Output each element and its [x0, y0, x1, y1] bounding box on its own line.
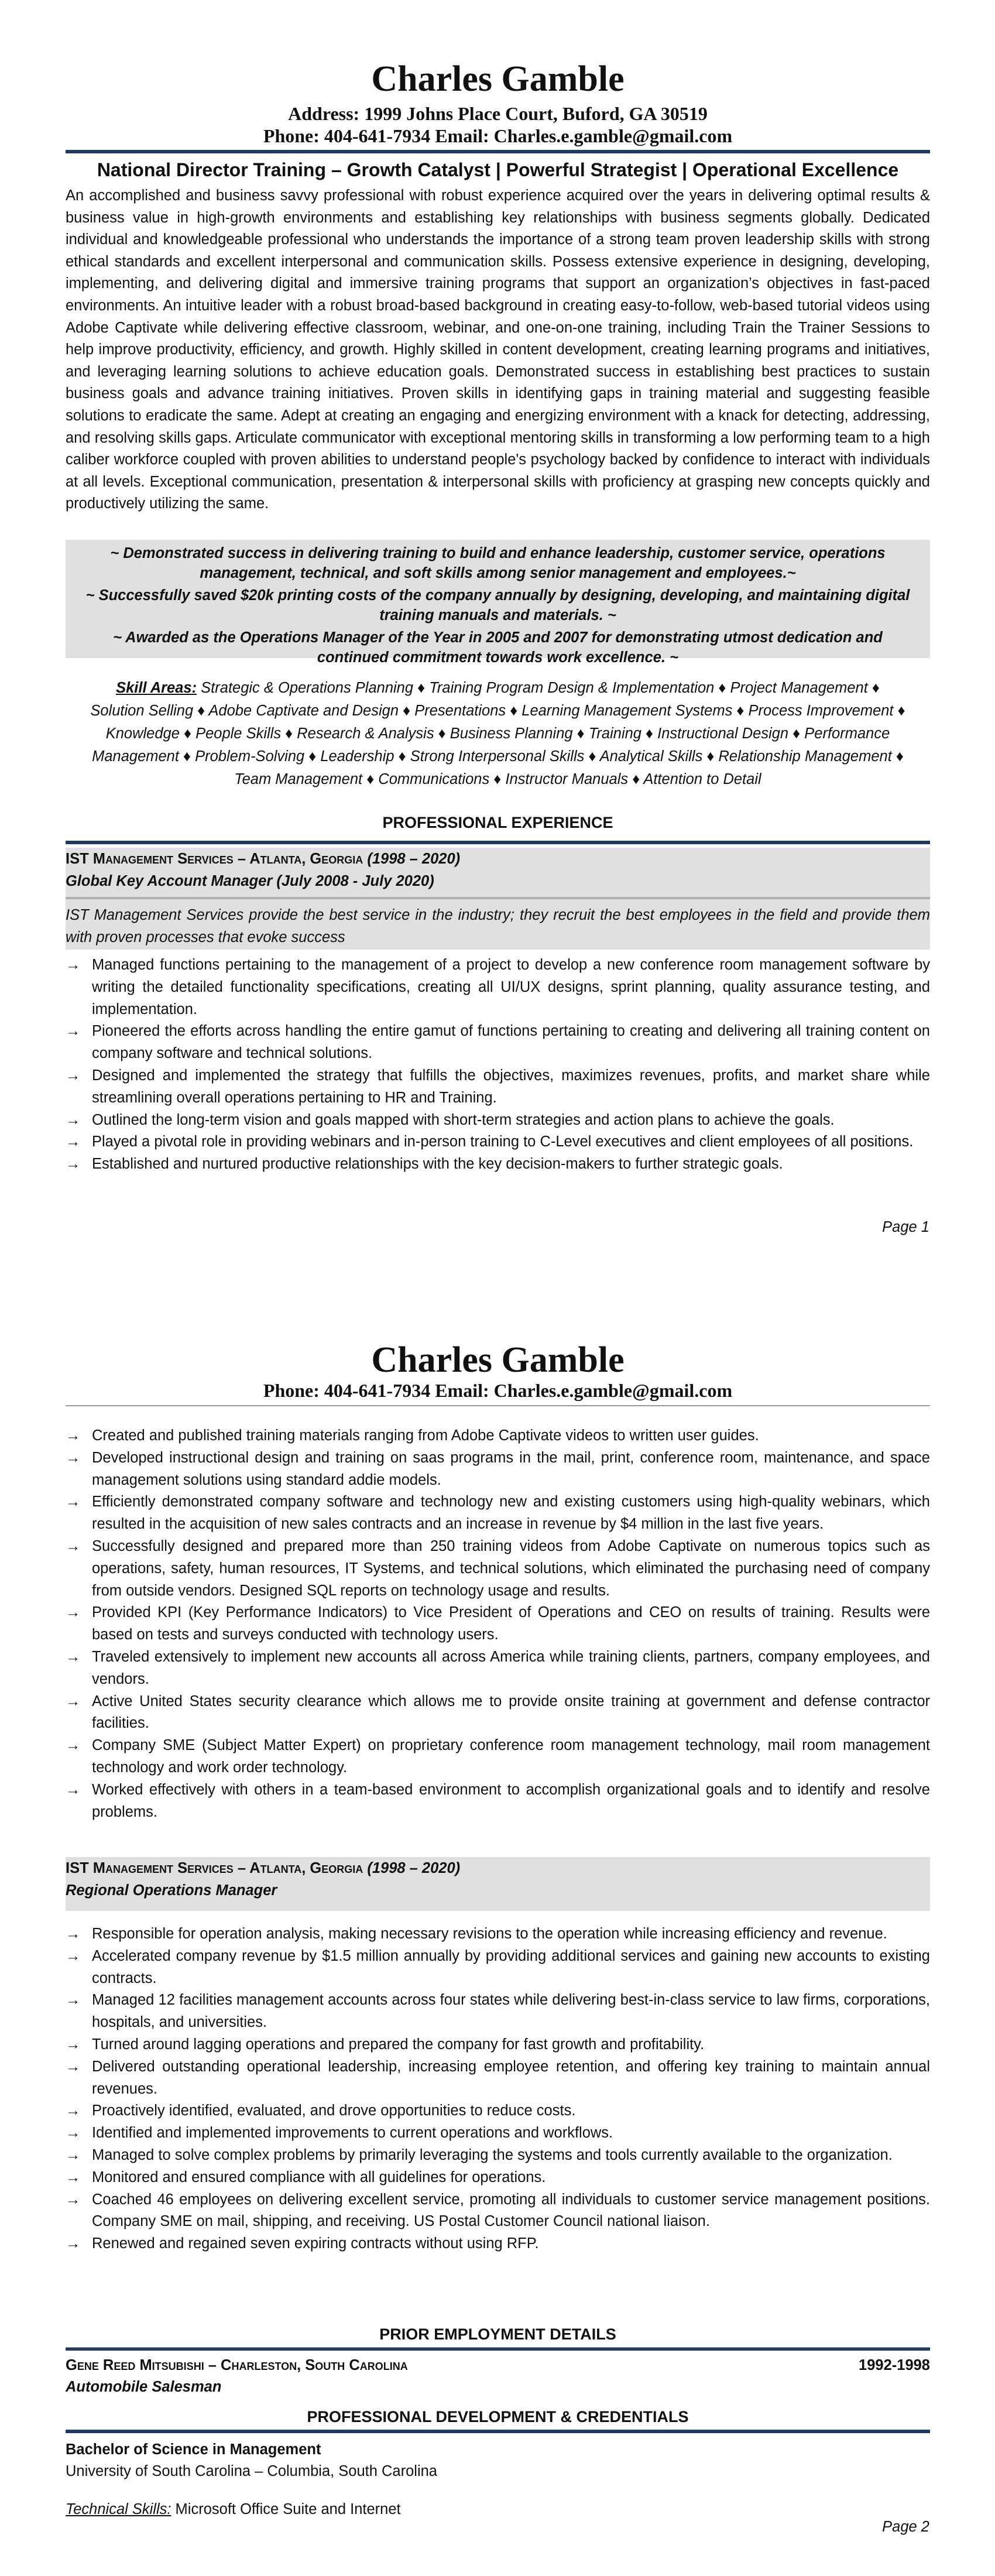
job-years: (1998 – 2020) [367, 1860, 461, 1876]
job-header [66, 1857, 930, 1911]
candidate-name: Charles Gamble [371, 59, 625, 99]
company-name: IST Management Services – Atlanta, Georgia [66, 1860, 363, 1876]
arrow-icon: → [66, 1781, 81, 1798]
bullet-text: Renewed and regained seven expiring contracts without using RFP. [92, 2235, 539, 2252]
bullet-text: Worked effectively with others in a team-based environment to accomplish organizational goals and to identify and resolve problems. [92, 1781, 930, 1820]
bullet-text: Established and nurtured productive relationships with the key decision-makers to further strategic goals. [92, 1156, 783, 1173]
bullet-text: Efficiently demonstrated company software and technology new and existing customers using high-quality webinars, which resulted in the acquisition of new sales contracts and an increase in revenue by $4 million in the last five years. [92, 1493, 930, 1533]
bullet-text: Identified and implemented improvements to current operations and workflows. [92, 2125, 613, 2142]
bullet-text: Successfully designed and prepared more than 250 training videos from Adobe Captivate on numerous topics such as operations, safety, human resources, IT Systems, and technical solutions, which eliminated the purchasing need of company from outside vendors. Designed SQL reports on technology usage and results. [92, 1537, 930, 1599]
arrow-icon: → [66, 1737, 81, 1754]
arrow-icon: → [66, 1111, 81, 1128]
page-number: Page 1 [882, 1219, 929, 1235]
bullet-text: Managed functions pertaining to the management of a project to develop a new conference room management software by writing the detailed functionality specifications, creating all UI/UX designs, sprint planning, quality assurance testing, and implementation. [92, 957, 930, 1018]
bullet-text: Created and published training materials ranging from Adobe Captivate videos to written user guides. [92, 1427, 759, 1444]
bullet-item [66, 2122, 930, 2145]
bullet-list [66, 1425, 930, 1823]
company-description: IST Management Services provide the best service in the industry; they recruit the best employees in the field and provide them with proven processes that evoke success [66, 907, 930, 946]
education [66, 2439, 930, 2482]
technical-skills-value: Microsoft Office Suite and Internet [171, 2501, 401, 2517]
bullet-item [66, 1602, 930, 1646]
arrow-icon: → [66, 1926, 81, 1942]
job-role: Automobile Salesman [66, 2379, 222, 2395]
arrow-icon: → [66, 1427, 81, 1444]
arrow-icon: → [66, 1992, 81, 2009]
header-rule [66, 1405, 930, 1406]
bullet-item [66, 1425, 930, 1447]
bullet-item [66, 1923, 930, 1945]
bullet-text: Developed instructional design and training on saas programs in the mail, print, conference room, maintenance, and space management solutions using standard addie models. [92, 1449, 930, 1488]
job-role: Global Key Account Manager (July 2008 - July 2020) [66, 873, 434, 889]
highlight: ~ Awarded as the Operations Manager of the Year in 2005 and 2007 for demonstrating utmost dedication and continued commitment towards work excellence. ~ [113, 629, 883, 666]
bullet-text: Managed to solve complex problems by primarily leveraging the systems and tools currently available to the organization. [92, 2146, 893, 2163]
bullet-text: Turned around lagging operations and prepared the company for fast growth and profitability. [92, 2036, 705, 2053]
arrow-icon: → [66, 2125, 81, 2142]
job-years: (1998 – 2020) [367, 851, 461, 867]
highlight: ~ Demonstrated success in delivering training to build and enhance leadership, customer service, operations management, technical, and soft skills among senior management and employees.~ [110, 545, 886, 581]
bullet-item [66, 1109, 930, 1132]
section-rule [66, 2347, 930, 2351]
bullet-text: Monitored and ensured compliance with all guidelines for operations. [92, 2169, 546, 2186]
divider [66, 897, 930, 899]
bullet-text: Provided KPI (Key Performance Indicators) to Vice President of Operations and CEO on results of training. Results were based on tests and surveys conducted with technology users. [92, 1604, 930, 1643]
section-heading-prior: PRIOR EMPLOYMENT DETAILS [379, 2325, 616, 2343]
arrow-icon: → [66, 2102, 81, 2119]
arrow-icon: → [66, 2058, 81, 2075]
technical-skills-label: Technical Skills: [66, 2501, 171, 2517]
page-number: Page 2 [882, 2519, 929, 2535]
bullet-item [66, 954, 930, 1020]
prior-job [66, 2355, 930, 2398]
bullet-item [66, 1491, 930, 1536]
bullet-item [66, 1020, 930, 1065]
bullet-text: Accelerated company revenue by $1.5 million annually by providing additional services and gaining new accounts to existing contracts. [92, 1947, 930, 1986]
bullet-item [66, 1945, 930, 1990]
skill-areas [66, 677, 930, 791]
arrow-icon: → [66, 1133, 81, 1150]
candidate-name: Charles Gamble [371, 1340, 625, 1380]
arrow-icon: → [66, 1493, 81, 1510]
section-heading-experience: PROFESSIONAL EXPERIENCE [382, 814, 613, 831]
section-rule [66, 841, 930, 844]
technical-skills [66, 2499, 930, 2520]
company-name: IST Management Services – Atlanta, Georgia [66, 851, 363, 867]
bullet-item [66, 1646, 930, 1691]
bullet-item [66, 2034, 930, 2056]
arrow-icon: → [66, 1537, 81, 1554]
bullet-item [66, 1065, 930, 1109]
bullet-item [66, 1131, 930, 1153]
job-header [66, 848, 930, 950]
arrow-icon: → [66, 1449, 81, 1466]
summary: An accomplished and business savvy professional with robust experience acquired over the years in delivering optimal results & business value in high-growth environments and establishing key relationships with business segments globally. Dedicated individual and knowledgeable professional who understands the importance of a strong team proven leadership skills with strong ethical standards and excellent interpersonal and communication skills. Possess extensive experience in designing, developing, implementing, and delivering digital and immersive training programs that support an organization’s objectives in fast-paced environments. An intuitive leader with a robust broad-based background in creating easy-to-follow, web-based tutorial videos using Adobe Captivate while delivering effective classroom, webinar, and one-on-one training, including Train the Trainer Sessions to help improve productivity, efficiency, and growth. Highly skilled in content development, creating learning programs and initiatives, and leveraging learning solutions to achieve education goals. Demonstrated success in establishing best practices to sustain business goals and advance training initiatives. Proven skills in identifying gaps in training material and suggesting feasible solutions to eradicate the same. Adept at creating an engaging and energizing environment with a knack for detecting, addressing, and resolving skills gaps. Articulate communicator with exceptional mentoring skills in transforming a low performing team to a high caliber workforce coupled with proven abilities to understand people's psychology backed by confidence to interact with individuals at all levels. Exceptional communication, presentation & interpersonal skills with proficiency at grasping new concepts quickly and productively utilizing the same. [66, 187, 930, 512]
arrow-icon: → [66, 2146, 81, 2163]
bullet-text: Played a pivotal role in providing webinars and in-person training to C-Level executives and client employees of all positions. [92, 1133, 914, 1150]
bullet-list [66, 954, 930, 1176]
arrow-icon: → [66, 1156, 81, 1173]
phone-email: Phone: 404-641-7934 Email: Charles.e.gamble@gmail.com [263, 125, 733, 146]
phone-email: Phone: 404-641-7934 Email: Charles.e.gamble@gmail.com [263, 1380, 733, 1401]
header-rule [66, 150, 930, 153]
skill-areas-list: Strategic & Operations Planning ♦ Training Program Design & Implementation ♦ Project Management ♦ Solution Selling ♦ Adobe Captivate and Design ♦ Presentations ♦ Learning Management Systems ♦ Process Improvement ♦ Knowledge ♦ People Skills ♦ Research & Analysis ♦ Business Planning ♦ Training ♦ Instructional Design ♦ Performance Management ♦ Problem-Solving ♦ Leadership ♦ Strong Interpersonal Skills ♦ Analytical Skills ♦ Relationship Management ♦ Team Management ♦ Communications ♦ Instructor Manuals ♦ Attention to Detail [90, 680, 905, 787]
arrow-icon: → [66, 2169, 81, 2186]
arrow-icon: → [66, 1067, 81, 1084]
bullet-item [66, 2167, 930, 2189]
arrow-icon: → [66, 1604, 81, 1621]
job-years: 1992-1998 [859, 2357, 930, 2373]
bullet-item [66, 1989, 930, 2034]
arrow-icon: → [66, 1693, 81, 1710]
bullet-text: Designed and implemented the strategy that fulfills the objectives, maximizes revenues, profits, and market share while streamlining overall operations pertaining to HR and Training. [92, 1067, 930, 1106]
bullet-item [66, 1735, 930, 1779]
bullet-item [66, 2233, 930, 2255]
school: University of South Carolina – Columbia, South Carolina [66, 2463, 437, 2479]
degree: Bachelor of Science in Management [66, 2441, 321, 2458]
bullet-item [66, 1779, 930, 1824]
bullet-list [66, 1923, 930, 2255]
bullet-text: Pioneered the efforts across handling the entire gamut of functions pertaining to creating and delivering all training content on company software and technical solutions. [92, 1023, 930, 1062]
skill-areas-label: Skill Areas: [116, 680, 197, 696]
section-rule [66, 2430, 930, 2433]
bullet-text: Outlined the long-term vision and goals mapped with short-term strategies and action plans to achieve the goals. [92, 1111, 835, 1128]
headline: National Director Training – Growth Catalyst | Powerful Strategist | Operational Excellence [97, 159, 899, 180]
bullet-text: Responsible for operation analysis, making necessary revisions to the operation while increasing efficiency and revenue. [92, 1926, 887, 1942]
arrow-icon: → [66, 2191, 81, 2208]
highlight: ~ Successfully saved $20k printing costs of the company annually by designing, developing, and maintaining digital training manuals and materials. ~ [85, 587, 910, 624]
highlights-box [66, 540, 930, 666]
arrow-icon: → [66, 2036, 81, 2053]
bullet-item [66, 2189, 930, 2234]
bullet-item [66, 1447, 930, 1492]
arrow-icon: → [66, 1023, 81, 1040]
bullet-text: Proactively identified, evaluated, and drove opportunities to reduce costs. [92, 2102, 576, 2119]
arrow-icon: → [66, 1648, 81, 1665]
company-name: Gene Reed Mitsubishi – Charleston, South Carolina [66, 2357, 408, 2373]
bullet-item [66, 1153, 930, 1176]
bullet-text: Coached 46 employees on delivering excellent service, promoting all individuals to customer service management positions. Company SME on mail, shipping, and receiving. US Postal Customer Council national liaison. [92, 2191, 930, 2230]
section-heading-development: PROFESSIONAL DEVELOPMENT & CREDENTIALS [307, 2408, 689, 2426]
arrow-icon: → [66, 1947, 81, 1964]
arrow-icon: → [66, 957, 81, 973]
bullet-text: Company SME (Subject Matter Expert) on proprietary conference room management technology, mail room management technology and work order technology. [92, 1737, 930, 1776]
arrow-icon: → [66, 2235, 81, 2252]
bullet-item [66, 1691, 930, 1735]
bullet-text: Traveled extensively to implement new accounts all across America while training clients, partners, company employees, and vendors. [92, 1648, 930, 1687]
address: Address: 1999 Johns Place Court, Buford, GA 30519 [288, 103, 708, 124]
bullet-item [66, 2056, 930, 2101]
bullet-item [66, 2100, 930, 2122]
bullet-text: Managed 12 facilities management accounts across four states while delivering best-in-class service to law firms, corporations, hospitals, and universities. [92, 1992, 930, 2031]
bullet-text: Active United States security clearance which allows me to provide onsite training at government and defense contractor facilities. [92, 1693, 930, 1732]
job-role: Regional Operations Manager [66, 1882, 277, 1899]
bullet-text: Delivered outstanding operational leadership, increasing employee retention, and offering key training to maintain annual revenues. [92, 2058, 930, 2097]
bullet-item [66, 1536, 930, 1602]
bullet-item [66, 2145, 930, 2167]
